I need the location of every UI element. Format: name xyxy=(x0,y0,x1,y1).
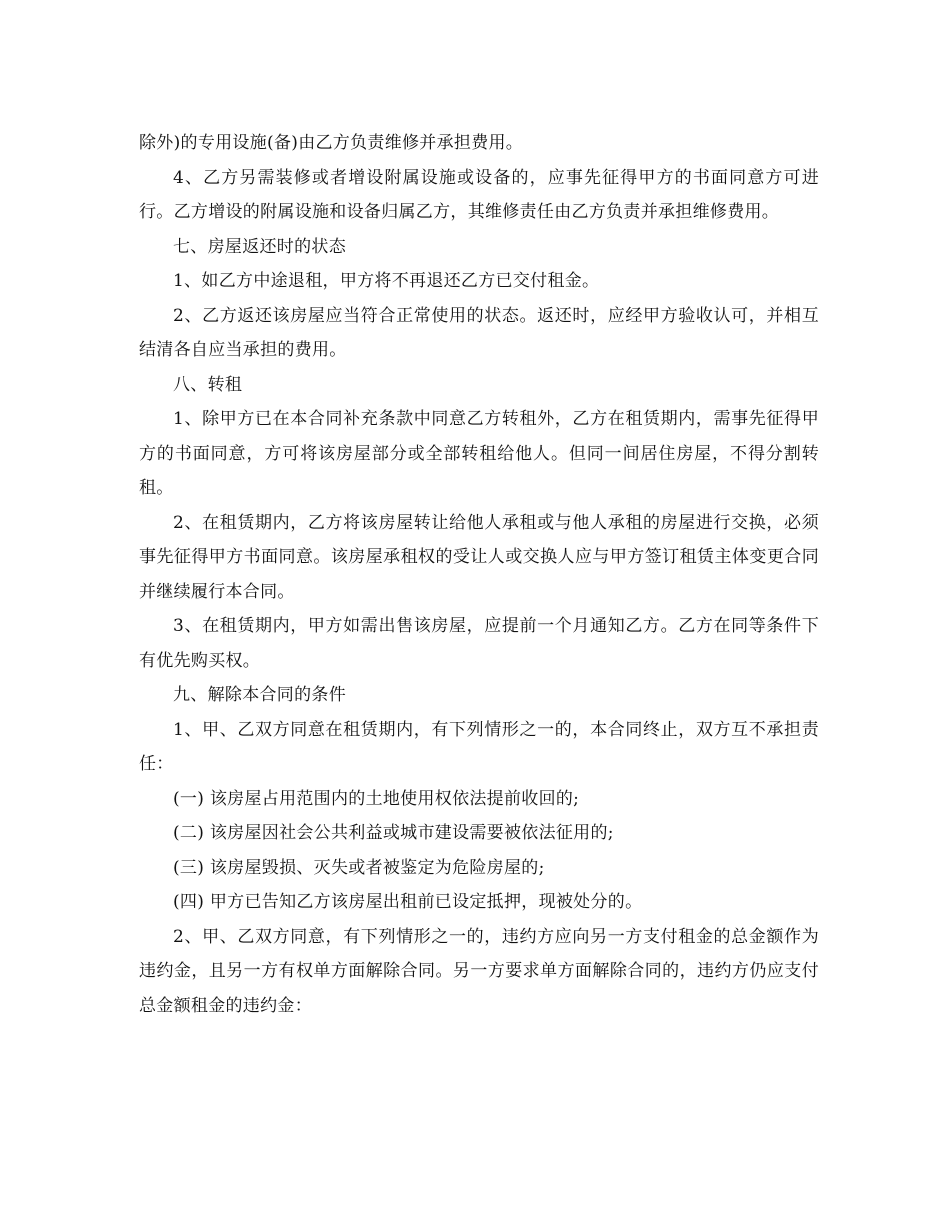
paragraph-2: 4、乙方另需装修或者增设附属设施或设备的，应事先征得甲方的书面同意方可进行。乙方增设的附属设施和设备归属乙方，其维修责任由乙方负责并承担维修费用。 xyxy=(139,167,819,222)
section-heading-8: 八、转租 xyxy=(173,374,243,395)
list-item-1: (一) 该房屋占用范围内的土地使用权依法提前收回的; xyxy=(173,788,580,809)
paragraph-1: 除外)的专用设施(备)由乙方负责维修并承担费用。 xyxy=(139,133,524,153)
paragraph-5: 1、除甲方已在本合同补充条款中同意乙方转租外，乙方在租赁期内，需事先征得甲方的书面同意，方可将该房屋部分或全部转租给他人。但同一间居住房屋，不得分割转租。 xyxy=(139,409,819,498)
list-item-4: (四) 甲方已告知乙方该房屋出租前已设定抵押，现被处分的。 xyxy=(173,892,643,912)
section-heading-9: 九、解除本合同的条件 xyxy=(173,685,346,705)
paragraph-7: 3、在租赁期内，甲方如需出售该房屋，应提前一个月通知乙方。乙方在同等条件下有优先购买权。 xyxy=(139,616,819,671)
list-item-2: (二) 该房屋因社会公共利益或城市建设需要被依法征用的; xyxy=(173,823,614,843)
paragraph-4: 2、乙方返还该房屋应当符合正常使用的状态。返还时，应经甲方验收认可，并相互结清各自应当承担的费用。 xyxy=(139,305,819,360)
section-heading-7: 七、房屋返还时的状态 xyxy=(173,236,346,257)
paragraph-6: 2、在租赁期内，乙方将该房屋转让给他人承租或与他人承租的房屋进行交换，必须事先征得甲方书面同意。该房屋承租权的受让人或交换人应与甲方签订租赁主体变更合同并继续履行本合同。 xyxy=(139,512,819,602)
paragraph-8: 1、甲、乙双方同意在租赁期内，有下列情形之一的，本合同终止，双方互不承担责任： xyxy=(139,719,819,774)
paragraph-9: 2、甲、乙双方同意，有下列情形之一的，违约方应向另一方支付租金的总金额作为违约金，且另一方有权单方面解除合同。另一方要求单方面解除合同的，违约方仍应支付总金额租金的违约金： xyxy=(139,926,819,1016)
document-body xyxy=(139,126,819,1023)
paragraph-3: 1、如乙方中途退租，甲方将不再退还乙方已交付租金。 xyxy=(173,271,600,291)
list-item-3: (三) 该房屋毁损、灭失或者被鉴定为危险房屋的; xyxy=(173,857,545,878)
